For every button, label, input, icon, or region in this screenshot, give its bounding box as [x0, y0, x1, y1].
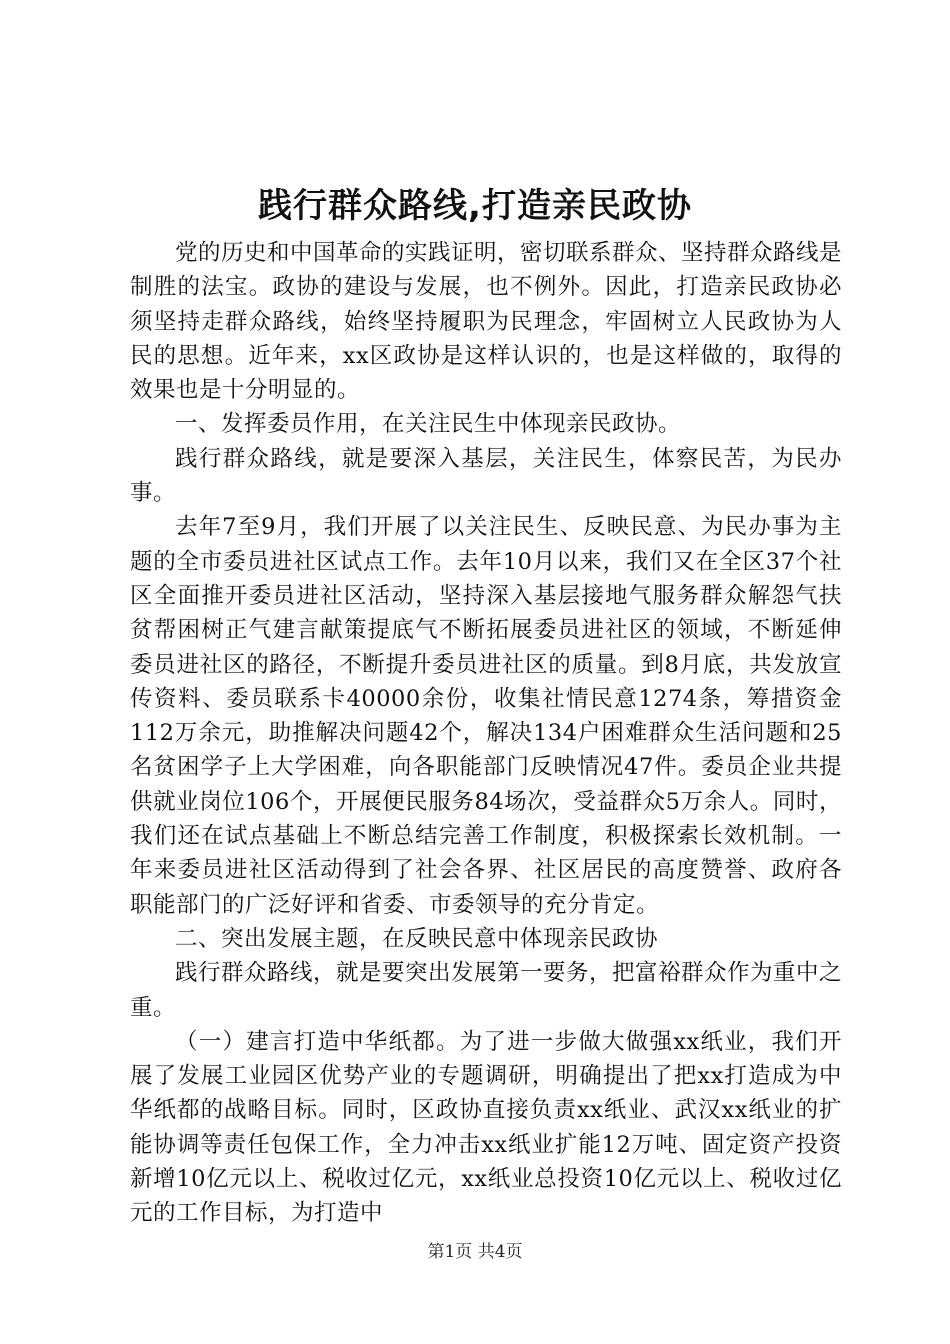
document-body — [130, 236, 842, 1231]
paragraph: 去年7至9月，我们开展了以关注民生、反映民意、为民办事为主题的全市委员进社区试点工作。去年10月以来，我们又在全区37个社区全面推开委员进社区活动，坚持深入基层接地气服务群众解怨气扶贫帮困树正气建言献策提底气不断拓展委员进社区的领域，不断延伸委员进社区的路径，不断提升委员进社区的质量。到8月底，共发放宣传资料、委员联系卡40000余份，收集社情民意1274条，筹措资金112万余元，助推解决问题42个，解决134户困难群众生活问题和25名贫困学子上大学困难，向各职能部门反映情况47件。委员企业共提供就业岗位106个，开展便民服务84场次，受益群众5万余人。同时，我们还在试点基础上不断总结完善工作制度，积极探索长效机制。一年来委员进社区活动得到了社会各界、社区居民的高度赞誉、政府各职能部门的广泛好评和省委、市委领导的充分肯定。 — [130, 514, 842, 918]
section-heading-1: 一、发挥委员作用，在关注民生中体现亲民政协。 — [175, 411, 682, 438]
paragraph: （一）建言打造中华纸都。为了进一步做大做强xx纸业，我们开展了发展工业园区优势产业的专题调研，明确提出了把xx打造成为中华纸都的战略目标。同时，区政协直接负责xx纸业、武汉xx纸业的扩能协调等责任包保工作，全力冲击xx纸业扩能12万吨、固定资产投资新增10亿元以上、税收过亿元，xx纸业总投资10亿元以上、税收过亿元的工作目标，为打造中 — [130, 1028, 842, 1227]
paragraph-intro: 党的历史和中国革命的实践证明，密切联系群众、坚持群众路线是制胜的法宝。政协的建设与发展，也不例外。因此，打造亲民政协必须坚持走群众路线，始终坚持履职为民理念，牢固树立人民政协为人民的思想。近年来，xx区政协是这样认识的，也是这样做的，取得的效果也是十分明显的。 — [130, 240, 843, 404]
page-footer: 第1页 共4页 — [427, 1242, 523, 1262]
document-title: 践行群众路线,打造亲民政协 — [258, 186, 692, 226]
paragraph: 践行群众路线，就是要深入基层，关注民生，体察民苦，为民办事。 — [130, 445, 842, 507]
section-heading-2: 二、突出发展主题，在反映民意中体现亲民政协 — [175, 925, 659, 952]
paragraph: 践行群众路线，就是要突出发展第一要务，把富裕群众作为重中之重。 — [130, 960, 843, 1021]
